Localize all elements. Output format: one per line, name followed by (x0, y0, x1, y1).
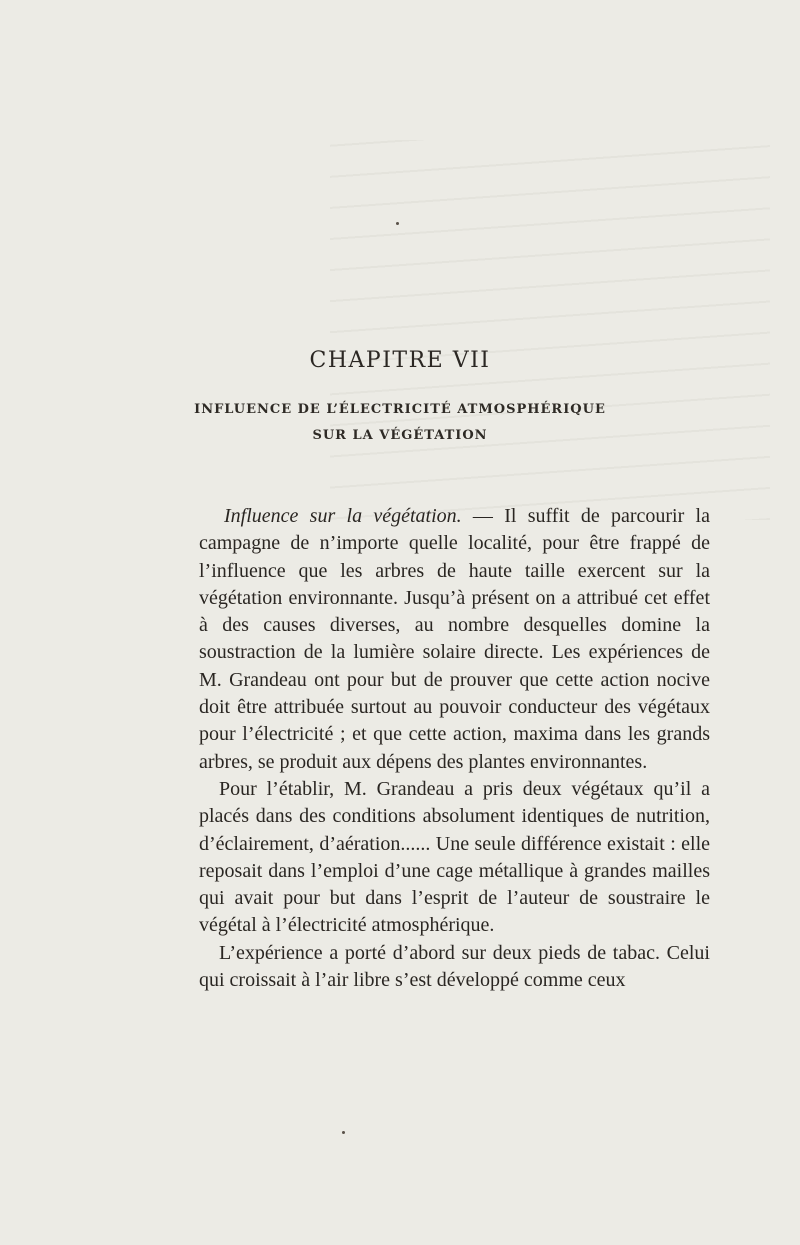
chapter-subtitle-line2: SUR LA VÉGÉTATION (312, 428, 488, 443)
body-text (199, 503, 710, 994)
show-through-texture (330, 140, 770, 520)
paragraph (199, 503, 710, 776)
chapter-subtitle-line1: INFLUENCE DE L’ÉLECTRICITÉ ATMOSPHÉRIQUE (194, 402, 606, 417)
specks (342, 1131, 345, 1134)
paragraph (199, 776, 710, 940)
paragraph-text: — Il suffit de parcourir la campagne de n’importe quelle localité, pour être frappé de l’influence que les arbres de haute taille exercent sur la végétation environnante. Jusqu’à présent on a attribué cet effet à des causes diverses, au nombre desquelles domine la soustraction de la lumière solaire directe. Les expériences de M. Grandeau ont pour but de prouver que cette action nocive doit être attribuée surtout au pouvoir conducteur des végétaux pour l’électricité ; et que cette action, maxima dans les grands arbres, se produit aux dépens des plantes environnantes. (199, 505, 710, 773)
paragraph (199, 940, 710, 995)
chapter-title: CHAPITRE VII (309, 348, 491, 373)
section-lead: Influence sur la végétation. (224, 505, 462, 527)
specks (396, 222, 399, 225)
paragraph-text: L’expérience a porté d’abord sur deux pieds de tabac. Celui qui croissait à l’air libre s’est développé comme ceux (199, 941, 710, 992)
paragraph-text: Pour l’établir, M. Grandeau a pris deux végétaux qu’il a placés dans des conditions absolument identiques de nutrition, d’éclairement, d’aération...... Une seule différence existait : elle reposait dans l’emploi d’une cage métallique à grandes mailles qui avait pour but dans l’esprit de l’auteur de soustraire le végétal à l’électricité atmosphérique. (199, 777, 710, 937)
